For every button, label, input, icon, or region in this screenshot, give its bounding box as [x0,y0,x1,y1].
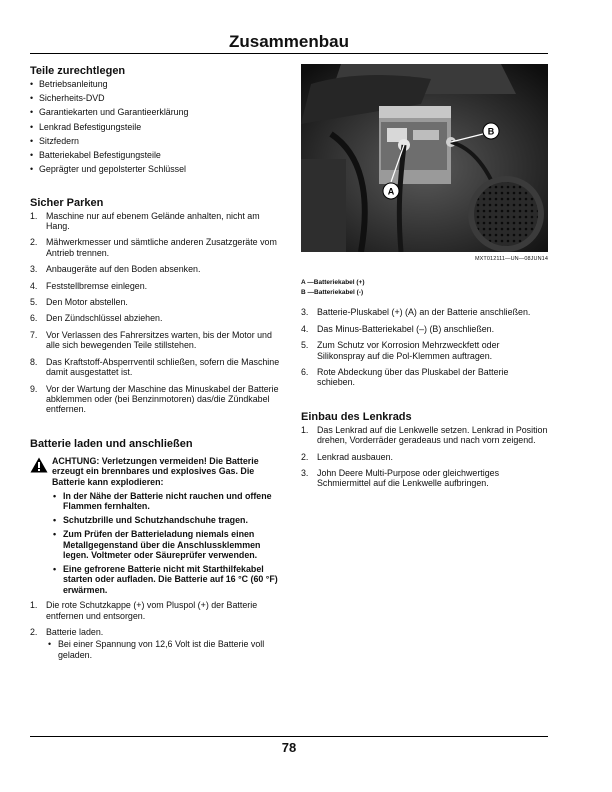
list-item: • Betriebsanleitung [30,79,280,89]
list-item [301,425,548,446]
battery-steps [30,600,280,660]
list-item: • Schutzbrille und Schutzhandschuhe tragen. [52,515,280,525]
list-item [301,452,548,462]
step-text: Rote Abdeckung über das Pluskabel der Batterie schieben. [317,367,509,388]
list-item [301,324,548,334]
battery-photo [301,64,548,252]
warning-block [30,456,280,595]
callout-a-label: A [387,186,395,197]
step-text: Den Motor abstellen. [46,297,128,308]
step-number: 2. [30,237,38,248]
battery-steps-continued [301,307,548,387]
footer-divider [30,736,548,737]
list-item [301,307,548,317]
step-text: Das Lenkrad auf die Lenkwelle setzen. Lenkrad in Position drehen, Vorderräder geradeaus und nach vorn zeigend. [317,424,548,446]
legend-text: —Batteriekabel (-) [307,289,364,297]
warning-text: ACHTUNG: Verletzungen vermeiden! Die Batterie erzeugt ein brennbares und explosives Gas. Die Batterie kann explodieren: [52,455,259,487]
list-item [301,367,548,388]
list-item: • Geprägter und gepolsterter Schlüssel [30,164,280,174]
list-item: • In der Nähe der Batterie nicht rauchen und offene Flammen fernhalten. [52,491,280,512]
step-text: Feststellbremse einlegen. [46,280,148,291]
list-item: • Batteriekabel Befestigungsteile [30,150,280,160]
list-item: • Garantiekarten und Garantieerklärung [30,107,280,117]
step-number: 3. [30,264,38,275]
list-item [30,264,280,274]
step-text: Mähwerkmesser und sämtliche anderen Zusatzgeräte vom Antrieb trennen. [46,237,277,258]
step-number: 3. [301,307,309,318]
left-column [30,64,280,666]
list-item: • Eine gefrorene Batterie nicht mit Starthilfekabel starten oder aufladen. Die Batterie auf 16 °C (60 °F) erwärmen. [52,564,280,595]
list-item: • Bei einer Spannung von 12,6 Volt ist die Batterie voll geladen. [46,639,280,660]
step-number: 2. [30,626,38,637]
step-number: 9. [30,383,38,394]
step-text: John Deere Multi-Purpose oder gleichwertiges Schmiermittel auf die Lenkwelle aufbringen. [317,468,500,489]
list-item [30,313,280,323]
step-number: 7. [30,329,38,340]
step-number: 6. [30,313,38,324]
list-item: • Zum Prüfen der Batterieladung niemals einen Metallgegenstand über die Anschlussklemmen legen. Voltmeter oder Säureprüfer verwenden. [52,529,280,560]
legend-item [301,288,548,298]
list-item: • Sitzfedern [30,136,280,146]
step-text: Anbaugeräte auf den Boden absenken. [46,264,201,275]
parking-steps [30,211,280,415]
step-text: Lenkrad ausbauen. [317,451,393,462]
list-item [30,384,280,415]
step-text: Das Kraftstoff-Absperrventil schließen, sofern die Maschine damit ausgestattet ist. [46,356,280,378]
step-number: 4. [30,280,38,291]
step-text: Zum Schutz vor Korrosion Mehrzweckfett oder Silikonspray auf die Pol-Klemmen auftragen. [317,340,500,361]
step-text: Batterie laden. [46,626,104,637]
list-item [30,627,280,660]
right-column [301,64,548,495]
sub-list [46,639,280,660]
list-item [301,468,548,489]
step-text: Das Minus-Batteriekabel (–) (B) anschließen. [317,323,495,334]
figure-legend [301,278,548,298]
steering-steps [301,425,548,489]
parts-heading: Teile zurechtlegen [30,65,126,77]
step-text: Vor der Wartung der Maschine das Minuskabel der Batterie abklemmen oder (bei Benzinmotoren) das/die Zündkabel entfernen. [46,383,279,415]
step-text: Maschine nur auf ebenem Gelände anhalten, nicht am Hang. [46,210,260,232]
list-item [30,211,280,232]
warning-triangle-icon [30,457,48,473]
step-text: Batterie-Pluskabel (+) (A) an der Batterie anschließen. [317,307,531,318]
step-text: Den Zündschlüssel abziehen. [46,313,163,324]
step-number: 1. [301,424,309,435]
list-item [30,357,280,378]
step-number: 6. [301,367,309,378]
step-number: 8. [30,356,38,367]
step-number: 2. [301,451,309,462]
list-item: • Sicherheits-DVD [30,93,280,103]
legend-item [301,278,548,288]
warning-list [52,491,280,595]
list-item [30,237,280,258]
list-item [301,340,548,361]
battery-illustration [301,64,548,252]
list-item [30,330,280,351]
list-item [30,297,280,307]
legend-text: —Batteriekabel (+) [307,279,365,287]
parts-list [30,79,280,175]
step-number: 3. [301,468,309,479]
title-divider [30,53,548,54]
step-number: 5. [30,297,38,308]
parking-heading: Sicher Parken [30,196,104,209]
page-number: 78 [281,740,297,755]
battery-heading: Batterie laden und anschließen [30,437,193,450]
steering-heading: Einbau des Lenkrads [301,410,412,423]
figure-caption: MXT012111—UN—08JUN14 [474,256,548,262]
page-title: Zusammenbau [229,32,349,51]
callout-b-label: B [487,126,495,137]
step-number: 1. [30,600,38,611]
list-item [30,281,280,291]
step-number: 5. [301,340,309,351]
step-number: 1. [30,210,38,221]
list-item [30,600,280,621]
list-item: • Lenkrad Befestigungsteile [30,122,280,132]
step-text: Vor Verlassen des Fahrersitzes warten, bis der Motor und alle sich bewegenden Teile stillstehen. [46,329,272,351]
legend-key: A [301,279,306,287]
step-text: Die rote Schutzkappe (+) vom Pluspol (+) der Batterie entfernen und entsorgen. [46,600,258,621]
step-number: 4. [301,323,309,334]
legend-key: B [301,289,306,297]
